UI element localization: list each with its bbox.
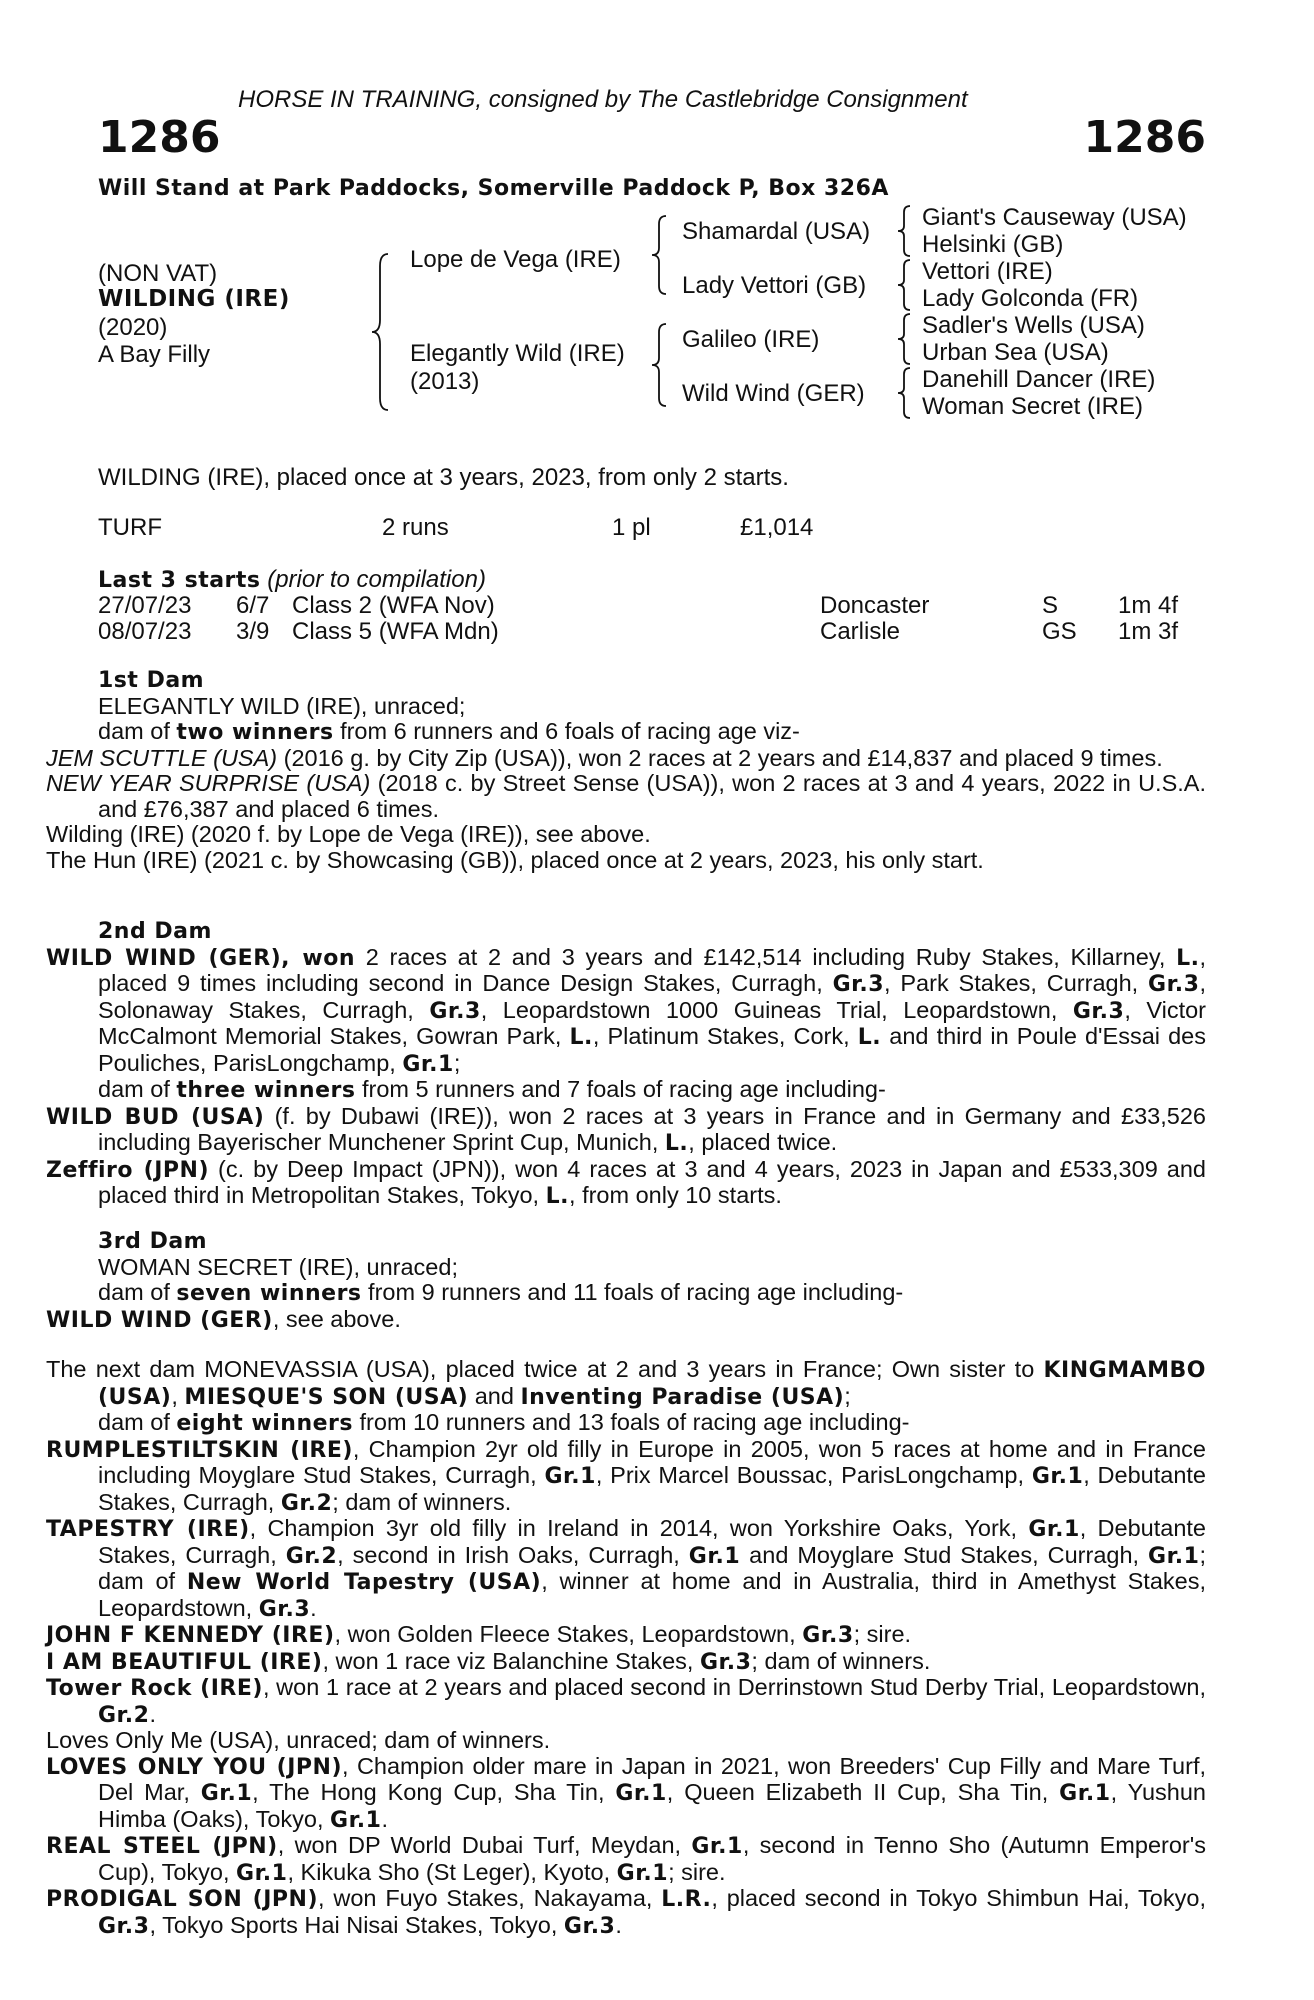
produce-wild-bud: WILD BUD (USA) (f. by Dubawi (IRE)), won 2 races at 3 years in France and in Germany and £33,526 including Bayerischer Munchener Sprint Cup, Munich, L., placed twice.: [46, 1102, 1206, 1156]
produce-wilding: Wilding (IRE) (2020 f. by Lope de Vega (IRE)), see above.: [46, 821, 651, 847]
start-position: 6/7: [236, 592, 270, 619]
brace-sire: [652, 216, 668, 294]
pedigree-g4-8: Woman Secret (IRE): [922, 393, 1143, 420]
first-dam-line: ELEGANTLY WILD (IRE), unraced;: [98, 692, 466, 719]
race-summary: WILDING (IRE), placed once at 3 years, 2023, from only 2 starts.: [98, 464, 789, 491]
produce-zeffiro: Zeffiro (JPN) (c. by Deep Impact (JPN)), won 4 races at 3 and 4 years, 2023 in Japan and £533,309 and placed third in Metropolitan Stakes, Tokyo, L., from only 10 starts.: [46, 1155, 1206, 1209]
next-dam-section: [46, 1356, 1207, 1939]
produce-prodigal-son: PRODIGAL SON (JPN), won Fuyo Stakes, Nakayama, L.R., placed second in Tokyo Shimbun Hai, Tokyo, Gr.3, Tokyo Sports Hai Nisai Stakes, Tokyo, Gr.3.: [46, 1885, 1206, 1939]
produce-tapestry: TAPESTRY (IRE), Champion 3yr old filly in Ireland in 2014, won Yorkshire Oaks, York, Gr.1, Debutante Stakes, Curragh, Gr.2, second in Irish Oaks, Curragh, Gr.1 and Moyglare Stud Stakes, Curragh, Gr.1; dam of New World Tapestry (USA), winner at home and in Australia, third in Amethyst Stakes, Leopardstown, Gr.3.: [46, 1515, 1207, 1622]
produce-the-hun: The Hun (IRE) (2021 c. by Showcasing (GB)), placed once at 2 years, 2023, his only start.: [46, 846, 984, 873]
horse-description: A Bay Filly: [98, 341, 211, 368]
second-dam-heading: 2nd Dam: [98, 919, 212, 944]
horse-name: WILDING (IRE): [98, 286, 290, 312]
last-starts-heading: [98, 566, 486, 594]
brace-main: [372, 254, 392, 410]
brace-g4-3: [898, 314, 912, 364]
pedigree-dam-year: (2013): [410, 368, 480, 395]
start-course: Carlisle: [820, 618, 901, 645]
first-dam-heading: 1st Dam: [98, 668, 205, 693]
record-earnings: £1,014: [740, 514, 814, 541]
record-surface: TURF: [98, 514, 162, 541]
produce-loves-only-you: LOVES ONLY YOU (JPN), Champion older mare in Japan in 2021, won Breeders' Cup Filly and Mare Turf, Del Mar, Gr.1, The Hong Kong Cup, Sha Tin, Gr.1, Queen Elizabeth II Cup, Sha Tin, Gr.1, Yushun Himba (Oaks), Tokyo, Gr.1.: [46, 1752, 1207, 1833]
lot-number-left: 1286: [98, 112, 221, 163]
first-dam-section: [46, 668, 1206, 873]
pedigree-g4-1: Giant's Causeway (USA): [922, 204, 1187, 231]
lot-number-right: 1286: [1083, 112, 1206, 163]
pedigree-sire-dam: Lady Vettori (GB): [682, 272, 867, 299]
third-dam-section: [46, 1229, 1206, 1333]
brace-g4-4: [898, 368, 912, 418]
pedigree-dam-sire: Galileo (IRE): [682, 326, 820, 353]
consignment-line: HORSE IN TRAINING, consigned by The Castlebridge Consignment: [238, 86, 968, 113]
record-placed: 1 pl: [612, 514, 651, 541]
produce-rumplestiltskin: RUMPLESTILTSKIN (IRE), Champion 2yr old filly in Europe in 2005, won 5 races at home and in France including Moyglare Stud Stakes, Curragh, Gr.1, Prix Marcel Boussac, ParisLongchamp, Gr.1, Debutante Stakes, Curragh, Gr.2; dam of winners.: [46, 1435, 1207, 1516]
produce-jem-scuttle: JEM SCUTTLE (USA) (2016 g. by City Zip (USA)), won 2 races at 2 years and £14,837 and placed 9 times.: [46, 744, 1163, 771]
pedigree-g4-2: Helsinki (GB): [922, 231, 1064, 258]
second-dam-produce-line: dam of three winners from 5 runners and 7 foals of racing age including-: [98, 1076, 886, 1103]
start-date: 08/07/23: [98, 618, 192, 645]
pedigree-sire-sire: Shamardal (USA): [682, 218, 871, 245]
start-going: GS: [1042, 618, 1077, 645]
third-dam-produce-line: dam of seven winners from 9 runners and 11 foals of racing age including-: [98, 1279, 904, 1306]
two-winners: two winners: [176, 720, 334, 745]
pedigree-g4-4: Lady Golconda (FR): [922, 285, 1139, 312]
first-dam-produce-line: dam of two winners from 6 runners and 6 foals of racing age viz-: [98, 718, 800, 745]
horse-year: (2020): [98, 314, 168, 341]
start-position: 3/9: [236, 618, 270, 645]
brace-g4-2: [898, 260, 912, 310]
produce-i-am-beautiful: I AM BEAUTIFUL (IRE), won 1 race viz Balanchine Stakes, Gr.3; dam of winners.: [46, 1647, 931, 1675]
third-dam-heading: 3rd Dam: [98, 1229, 208, 1254]
last-starts-note: (prior to compilation): [267, 566, 486, 593]
pedigree-g4-5: Sadler's Wells (USA): [922, 312, 1145, 339]
pedigree-sire: Lope de Vega (IRE): [410, 246, 621, 273]
pedigree-g4-3: Vettori (IRE): [922, 258, 1053, 285]
brace-dam: [652, 324, 668, 406]
start-going: S: [1042, 592, 1059, 619]
record-runs: 2 runs: [382, 514, 449, 541]
produce-real-steel: REAL STEEL (JPN), won DP World Dubai Turf, Meydan, Gr.1, second in Tenno Sho (Autumn Emperor's Cup), Tokyo, Gr.1, Kikuka Sho (St Leger), Kyoto, Gr.1; sire.: [46, 1832, 1206, 1886]
produce-john-f-kennedy: JOHN F KENNEDY (IRE), won Golden Fleece Stakes, Leopardstown, Gr.3; sire.: [46, 1621, 912, 1648]
next-dam-produce-line: dam of eight winners from 10 runners and 13 foals of racing age including-: [98, 1409, 910, 1436]
start-date: 27/07/23: [98, 592, 192, 619]
next-dam-line: The next dam MONEVASSIA (USA), placed twice at 2 and 3 years in France; Own sister to KINGMAMBO (USA), MIESQUE'S SON (USA) and Inventing Paradise (USA);: [46, 1356, 1206, 1410]
start-course: Doncaster: [820, 592, 930, 619]
produce-tower-rock: Tower Rock (IRE), won 1 race at 2 years and placed second in Derrinstown Stud Derby Trial, Leopardstown, Gr.2.: [46, 1674, 1206, 1728]
pedigree-g4-7: Danehill Dancer (IRE): [922, 366, 1156, 393]
start-distance: 1m 4f: [1118, 592, 1179, 619]
stabling-line: Will Stand at Park Paddocks, Somerville Paddock P, Box 326A: [98, 176, 889, 201]
produce-new-year-surprise: NEW YEAR SURPRISE (USA) (2018 c. by Street Sense (USA)), won 2 races at 3 and 4 years, 2022 in U.S.A. and £76,387 and placed 6 times.: [46, 770, 1206, 822]
start-distance: 1m 3f: [1118, 618, 1179, 645]
wild-wind-record: WILD WIND (GER), won 2 races at 2 and 3 years and £142,514 including Ruby Stakes, Killarney, L., placed 9 times including second in Dance Design Stakes, Curragh, Gr.3, Park Stakes, Curragh, Gr.3, Solonaway Stakes, Curragh, Gr.3, Leopardstown 1000 Guineas Trial, Leopardstown, Gr.3, Victor McCalmont Memorial Stakes, Gowran Park, L., Platinum Stakes, Cork, L. and third in Poule d'Essai des Pouliches, ParisLongchamp, Gr.1;: [46, 943, 1207, 1077]
brace-g4-1: [898, 206, 912, 256]
start-race: Class 5 (WFA Mdn): [292, 618, 499, 645]
pedigree-g4-6: Urban Sea (USA): [922, 339, 1109, 366]
produce-wild-wind: WILD WIND (GER), see above.: [46, 1305, 401, 1333]
start-race: Class 2 (WFA Nov): [292, 592, 495, 619]
third-dam-line: WOMAN SECRET (IRE), unraced;: [98, 1253, 458, 1280]
produce-loves-only-me: Loves Only Me (USA), unraced; dam of winners.: [46, 1727, 551, 1753]
second-dam-section: [46, 919, 1207, 1210]
last-starts-title: Last 3 starts: [98, 568, 261, 593]
pedigree-dam: Elegantly Wild (IRE): [410, 340, 625, 367]
horse-vat: (NON VAT): [98, 260, 218, 287]
pedigree-dam-dam: Wild Wind (GER): [682, 380, 865, 407]
